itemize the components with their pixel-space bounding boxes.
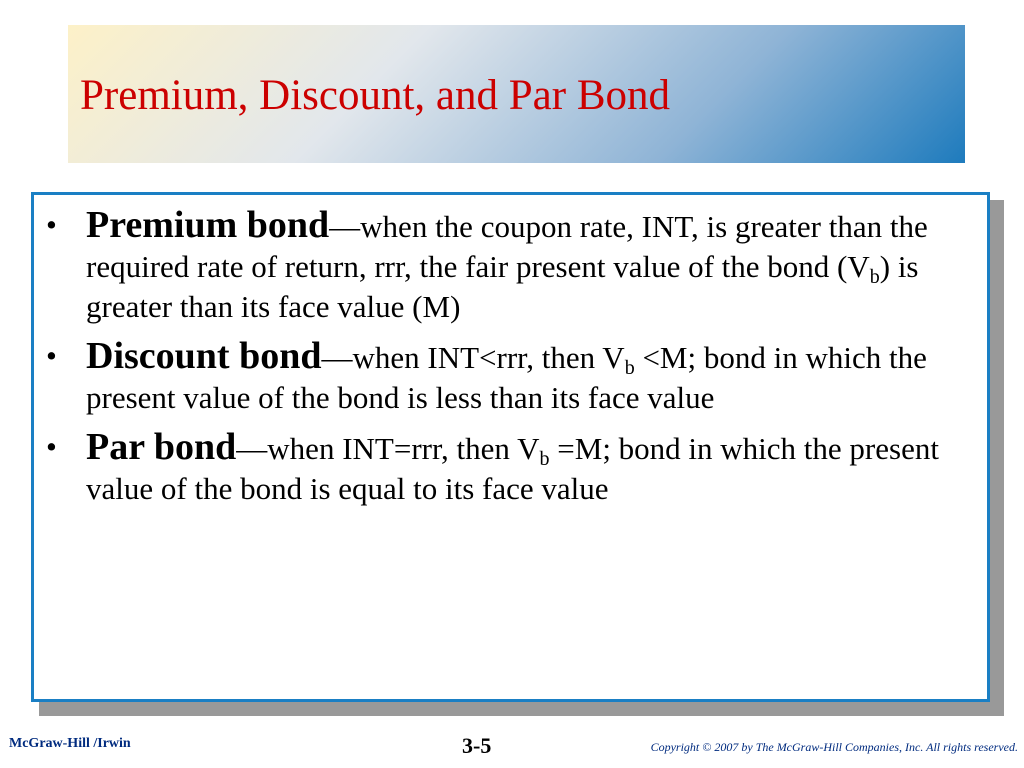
- bullet-discount-bond: [46, 336, 973, 418]
- term-premium-bond: Premium bond: [86, 204, 330, 246]
- subscript: b: [869, 266, 880, 288]
- body-text: ) is greater than its face value (M): [86, 249, 919, 324]
- term-par-bond: Par bond: [86, 426, 237, 468]
- footer-publisher: McGraw-Hill /Irwin: [9, 736, 131, 751]
- lead-text: when INT<rrr, then V: [352, 340, 625, 375]
- dash: —: [329, 209, 361, 244]
- slide-title: Premium, Discount, and Par Bond: [80, 72, 671, 119]
- bullet-dot: •: [46, 429, 57, 464]
- body-text: <M; bond in which the present value of the bond is less than its face value: [86, 340, 927, 415]
- subscript: b: [539, 448, 550, 470]
- content-box: [31, 192, 990, 702]
- body-text: greater than the required rate of return, rrr, the fair present value of the bond (V: [86, 209, 928, 284]
- bullet-dot: •: [46, 207, 57, 242]
- dash: —: [236, 431, 268, 466]
- bullet-dot: •: [46, 338, 57, 373]
- title-banner: [68, 25, 965, 163]
- dash: —: [321, 340, 353, 375]
- bullet-premium-bond: [46, 205, 973, 327]
- footer-copyright: Copyright © 2007 by The McGraw-Hill Companies, Inc. All rights reserved.: [650, 740, 1018, 754]
- bullet-list: [46, 205, 973, 518]
- lead-text: when INT=rrr, then V: [267, 431, 540, 466]
- lead-text: when the coupon rate, INT, is: [360, 209, 728, 244]
- bullet-par-bond: [46, 427, 973, 509]
- body-text: =M; bond in which the present value of the bond is equal to its face value: [86, 431, 939, 506]
- term-discount-bond: Discount bond: [86, 335, 322, 377]
- subscript: b: [624, 357, 635, 379]
- page-number: 3-5: [462, 733, 492, 758]
